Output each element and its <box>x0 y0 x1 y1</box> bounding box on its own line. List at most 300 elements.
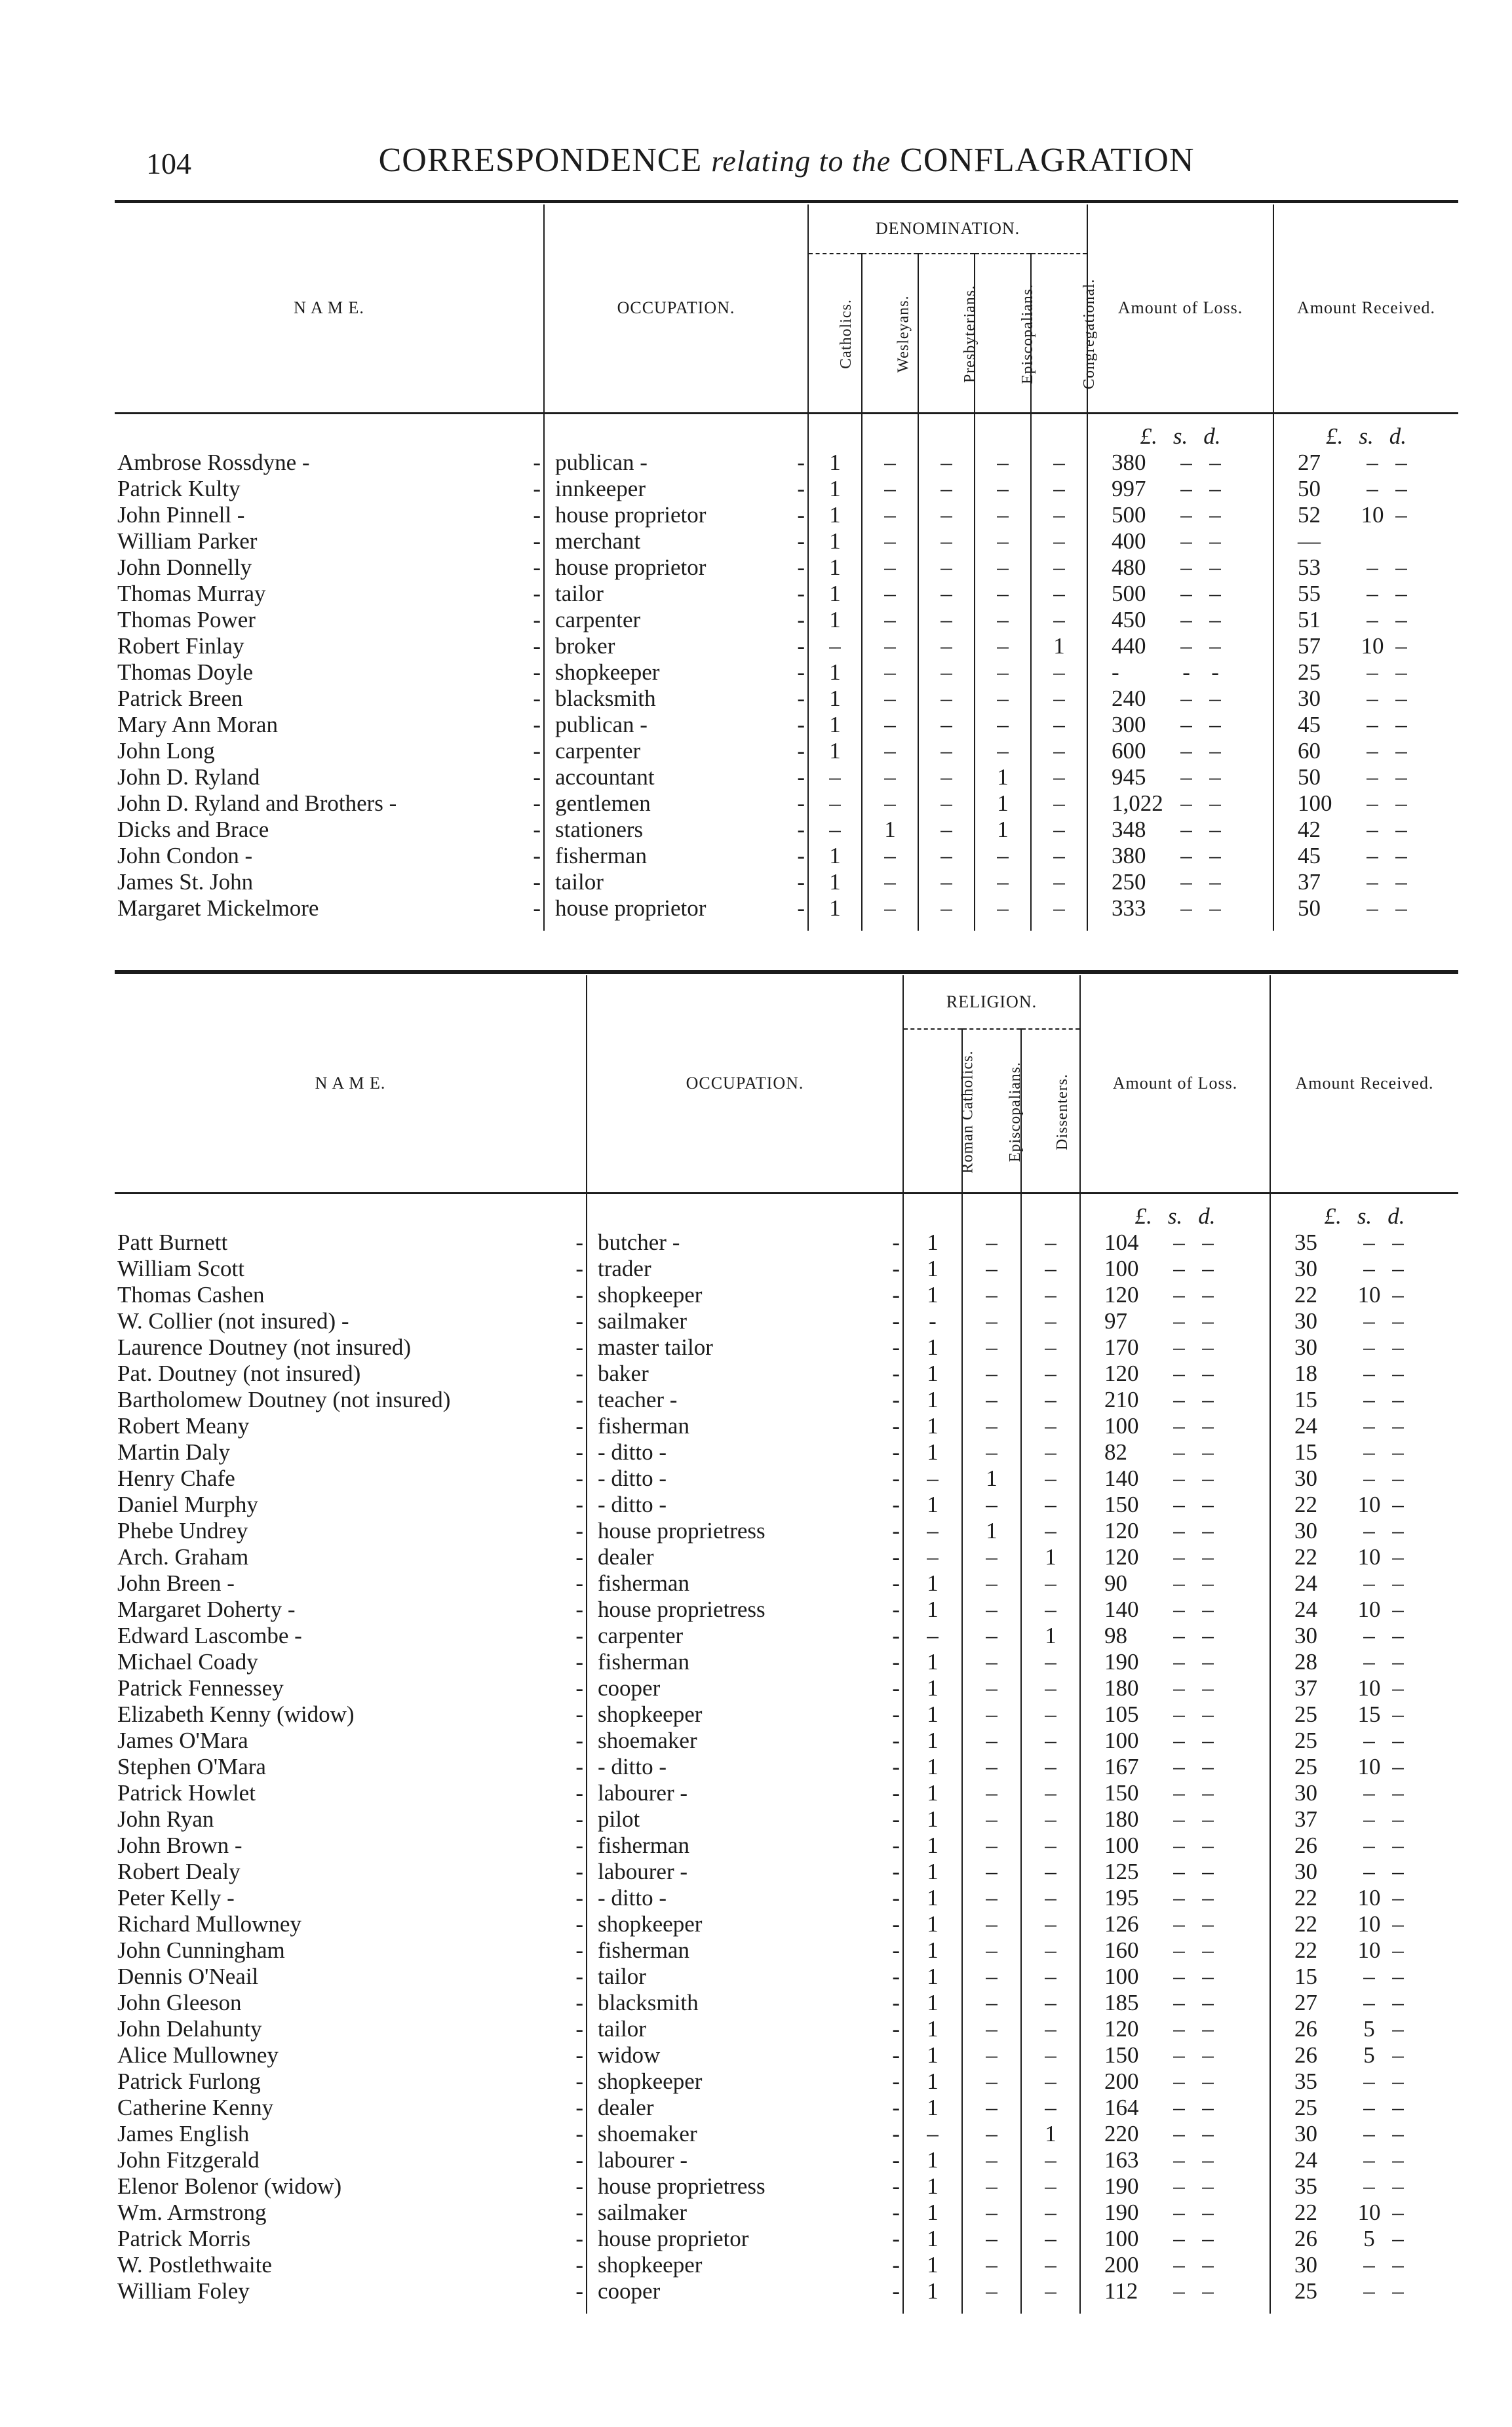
occupation: fisherman <box>598 1648 689 1675</box>
denomination-cell: – <box>862 502 918 528</box>
t1-subheader-label: Congregational. <box>1080 279 1098 390</box>
loss-part-1: – <box>1173 1570 1185 1596</box>
loss-part-0: 600 <box>1112 737 1146 764</box>
occupation-cell <box>587 1937 903 1964</box>
recv-part-0: 26 <box>1294 2015 1317 2042</box>
loss-part-0: 160 <box>1104 1937 1139 1963</box>
table-row <box>115 2278 1458 2304</box>
occupation-cell <box>544 659 808 686</box>
recv-part-2: – <box>1395 868 1407 895</box>
loss-cell <box>1087 554 1273 581</box>
denomination-cell: 1 <box>903 2252 962 2278</box>
name-cell <box>115 1649 587 1675</box>
name-cell <box>115 1230 587 1256</box>
denomination-cell: 1 <box>903 1256 962 1282</box>
denomination-cell: 1 <box>903 1361 962 1387</box>
t1-money-label-row <box>115 413 1458 450</box>
occupation-cell <box>587 1439 903 1466</box>
denomination-cell: – <box>975 581 1031 607</box>
occupation-cell <box>587 1990 903 2016</box>
denomination-cell: – <box>862 843 918 869</box>
occupation-cell <box>587 2068 903 2095</box>
recv-part-2: – <box>1395 659 1407 685</box>
table-row <box>115 450 1458 476</box>
name-cell <box>115 450 544 476</box>
occupation-cell <box>544 895 808 922</box>
denomination-cell: 1 <box>903 2068 962 2095</box>
table-row <box>115 1334 1458 1361</box>
t2-spacer <box>587 1193 903 1230</box>
table-row <box>115 1964 1458 1990</box>
recv-cell <box>1270 2095 1458 2121</box>
recv-cell <box>1270 1256 1458 1282</box>
denomination-cell: – <box>975 633 1031 659</box>
occupation: tailor <box>598 2015 646 2042</box>
name: Patt Burnett <box>117 1229 228 1255</box>
table-row <box>115 712 1458 738</box>
leader-dashes: - <box>797 501 805 528</box>
denomination-cell: – <box>1031 738 1087 764</box>
loss-part-2: – <box>1202 1308 1214 1334</box>
leader-dashes: - <box>575 1779 583 1806</box>
table-row <box>115 554 1458 581</box>
occupation-cell <box>587 2278 903 2304</box>
loss-part-2: – <box>1202 1963 1214 1989</box>
table-row <box>115 1701 1458 1728</box>
recv-part-1: – <box>1363 1517 1375 1544</box>
recv-part-0: 22 <box>1294 1911 1317 1937</box>
loss-part-2: – <box>1202 1911 1214 1937</box>
loss-part-0: 380 <box>1112 842 1146 868</box>
occupation-cell <box>544 686 808 712</box>
denomination-cell: – <box>962 1544 1021 1570</box>
denomination-cell: – <box>962 1334 1021 1361</box>
t1-spacer <box>115 413 544 450</box>
t1-end-spacer <box>115 922 1458 931</box>
name: Robert Finlay <box>117 632 244 659</box>
recv-cell <box>1270 1649 1458 1675</box>
leader-dashes: - <box>575 1386 583 1412</box>
t2-subheader-label: Roman Catholics. <box>959 1050 977 1174</box>
denomination-cell: 1 <box>962 1518 1021 1544</box>
spacer <box>903 2304 962 2314</box>
table-row <box>115 738 1458 764</box>
denomination-cell: – <box>918 843 975 869</box>
loss-part-1: – <box>1180 475 1192 501</box>
denomination-cell: – <box>1021 1859 1080 1885</box>
t2-recv-money-labels <box>1270 1193 1458 1230</box>
denomination-cell: 1 <box>808 895 862 922</box>
loss-cell <box>1087 817 1273 843</box>
table-row <box>115 686 1458 712</box>
recv-part-1: – <box>1363 2120 1375 2146</box>
occupation: - ditto - <box>598 1439 667 1465</box>
leader-dashes: - <box>533 632 541 659</box>
leader-dashes: - <box>575 2094 583 2120</box>
recv-part-2: – <box>1392 1491 1404 1517</box>
recv-part-0: 50 <box>1298 764 1321 790</box>
loss-cell <box>1087 790 1273 817</box>
recv-part-2: – <box>1392 1753 1404 1779</box>
table-row <box>115 869 1458 895</box>
t2-loss-money-labels <box>1080 1193 1270 1230</box>
loss-part-2: – <box>1202 1255 1214 1281</box>
recv-part-0: 15 <box>1294 1963 1317 1989</box>
leader-dashes: - <box>575 1622 583 1648</box>
leader-dashes: - <box>892 2146 900 2173</box>
occupation: shopkeeper <box>598 1911 703 1937</box>
t1-spacer <box>1031 413 1087 450</box>
leader-dashes: - <box>797 842 805 868</box>
recv-part-1: 10 <box>1357 1884 1381 1911</box>
denomination-cell: – <box>1031 554 1087 581</box>
leader-dashes: - <box>797 659 805 685</box>
name-cell <box>115 764 544 790</box>
loss-part-1: – <box>1180 842 1192 868</box>
recv-part-1: 10 <box>1357 1544 1381 1570</box>
denomination-cell: – <box>962 1492 1021 1518</box>
occupation-cell <box>544 528 808 554</box>
recv-cell <box>1270 1990 1458 2016</box>
loss-part-2: – <box>1209 475 1221 501</box>
denomination-cell: – <box>1021 1492 1080 1518</box>
denomination-cell: 1 <box>903 1911 962 1937</box>
loss-part-0: 125 <box>1104 1858 1139 1884</box>
loss-part-0: 185 <box>1104 1989 1139 2015</box>
section-rule <box>115 970 1458 974</box>
denomination-cell: – <box>1031 450 1087 476</box>
leader-dashes: - <box>892 2042 900 2068</box>
denomination-cell: – <box>1021 2016 1080 2042</box>
denomination-cell: – <box>918 817 975 843</box>
leader-dashes: - <box>575 1911 583 1937</box>
leader-dashes: - <box>575 2120 583 2146</box>
loss-part-2: – <box>1209 737 1221 764</box>
table-row <box>115 843 1458 869</box>
leader-dashes: - <box>797 528 805 554</box>
denomination-cell: 1 <box>903 1439 962 1466</box>
recv-part-2: – <box>1392 2251 1404 2278</box>
loss-part-1: – <box>1180 632 1192 659</box>
recv-part-1: 10 <box>1357 1937 1381 1963</box>
leader-dashes: - <box>892 1386 900 1412</box>
loss-part-1: – <box>1180 816 1192 842</box>
name: Elenor Bolenor (widow) <box>117 2173 342 2199</box>
leader-dashes: - <box>533 449 541 475</box>
name-cell <box>115 1597 587 1623</box>
recv-part-0: 30 <box>1294 1334 1317 1360</box>
table-row <box>115 1885 1458 1911</box>
name: Thomas Doyle <box>117 659 254 685</box>
denomination-cell: – <box>1021 2252 1080 2278</box>
loss-part-1: – <box>1173 1308 1185 1334</box>
spacer <box>115 922 544 931</box>
occupation-cell <box>544 607 808 633</box>
loss-cell <box>1087 843 1273 869</box>
recv-part-0: 45 <box>1298 711 1321 737</box>
table-row <box>115 1544 1458 1570</box>
table-row <box>115 502 1458 528</box>
denomination-cell: – <box>862 686 918 712</box>
recv-part-2: – <box>1392 1360 1404 1386</box>
denomination-cell: – <box>903 2121 962 2147</box>
loss-part-0: 163 <box>1104 2146 1139 2173</box>
loss-part-0: 100 <box>1104 1832 1139 1858</box>
leader-dashes: - <box>533 501 541 528</box>
t2-spacer <box>1021 1193 1080 1230</box>
occupation: publican - <box>555 449 648 475</box>
loss-part-0: 150 <box>1104 1779 1139 1806</box>
denomination-cell: – <box>1021 1230 1080 1256</box>
recv-part-0: 25 <box>1294 2094 1317 2120</box>
loss-part-0: 112 <box>1104 2278 1138 2304</box>
loss-cell <box>1087 476 1273 502</box>
denomination-cell: – <box>862 476 918 502</box>
denomination-cell: – <box>1021 1308 1080 1334</box>
name: Elizabeth Kenny (widow) <box>117 1701 355 1727</box>
name-cell <box>115 1492 587 1518</box>
table-row <box>115 1649 1458 1675</box>
name-cell <box>115 659 544 686</box>
leader-dashes: - <box>892 1465 900 1491</box>
money-label-pence: d. <box>1198 1203 1216 1229</box>
occupation: accountant <box>555 764 655 790</box>
recv-part-1: – <box>1367 790 1378 816</box>
loss-cell <box>1080 1597 1270 1623</box>
loss-cell <box>1080 1937 1270 1964</box>
denomination-cell: – <box>918 581 975 607</box>
name: Patrick Kulty <box>117 475 241 501</box>
denomination-cell: – <box>1031 476 1087 502</box>
recv-part-1: 10 <box>1357 1491 1381 1517</box>
loss-part-0: 195 <box>1104 1884 1139 1911</box>
recv-part-2: – <box>1392 1255 1404 1281</box>
name: John Fitzgerald <box>117 2146 260 2173</box>
occupation: innkeeper <box>555 475 646 501</box>
name: Pat. Doutney (not insured) <box>117 1360 361 1386</box>
denomination-cell: – <box>1021 2226 1080 2252</box>
denomination-cell: – <box>1031 895 1087 922</box>
loss-part-0: 210 <box>1104 1386 1139 1412</box>
name: John D. Ryland <box>117 764 260 790</box>
loss-part-1: – <box>1173 1596 1185 1622</box>
occupation: sailmaker <box>598 2199 688 2225</box>
loss-part-0: 380 <box>1112 449 1146 475</box>
recv-cell <box>1270 2278 1458 2304</box>
name-cell <box>115 2042 587 2068</box>
loss-part-1: – <box>1180 501 1192 528</box>
leader-dashes: - <box>575 2173 583 2199</box>
recv-part-0: 30 <box>1298 685 1321 711</box>
name: Thomas Cashen <box>117 1281 265 1308</box>
leader-dashes: - <box>533 685 541 711</box>
name-cell <box>115 1911 587 1937</box>
loss-part-2: – <box>1202 1701 1214 1727</box>
loss-cell <box>1087 502 1273 528</box>
loss-part-2: – <box>1209 606 1221 632</box>
recv-part-1: – <box>1363 1412 1375 1439</box>
recv-part-0: 27 <box>1298 449 1321 475</box>
recv-cell <box>1270 1937 1458 1964</box>
recv-part-2: – <box>1392 1648 1404 1675</box>
loss-part-2: – <box>1202 2278 1214 2304</box>
denomination-cell: – <box>975 738 1031 764</box>
loss-part-1: – <box>1180 554 1192 580</box>
leader-dashes: - <box>797 685 805 711</box>
leader-dashes: - <box>575 1701 583 1727</box>
recv-cell <box>1273 817 1458 843</box>
page-header <box>115 141 1458 193</box>
recv-part-2: – <box>1392 2068 1404 2094</box>
leader-dashes: - <box>797 895 805 921</box>
leader-dashes: - <box>575 1648 583 1675</box>
loss-cell <box>1080 2252 1270 2278</box>
recv-part-0: 28 <box>1294 1648 1317 1675</box>
occupation: house proprietress <box>598 2173 766 2199</box>
denomination-cell: – <box>918 764 975 790</box>
denomination-cell: – <box>1021 1439 1080 1466</box>
occupation-cell <box>587 1492 903 1518</box>
occupation-cell <box>587 1859 903 1885</box>
loss-cell <box>1080 1833 1270 1859</box>
occupation-cell <box>544 817 808 843</box>
name-cell <box>115 1466 587 1492</box>
leader-dashes: - <box>575 1858 583 1884</box>
denomination-cell: 1 <box>903 1334 962 1361</box>
leader-dashes: - <box>575 1570 583 1596</box>
denomination-cell: – <box>962 1623 1021 1649</box>
denomination-cell: – <box>918 476 975 502</box>
leader-dashes: - <box>892 1937 900 1963</box>
denomination-cell: 1 <box>903 2147 962 2173</box>
name: William Scott <box>117 1255 244 1281</box>
occupation-cell <box>587 1334 903 1361</box>
denomination-cell: – <box>862 738 918 764</box>
recv-part-1: – <box>1363 1308 1375 1334</box>
leader-dashes: - <box>892 1675 900 1701</box>
occupation: house proprietor <box>555 501 707 528</box>
leader-dashes: - <box>575 1753 583 1779</box>
denomination-cell: – <box>918 686 975 712</box>
denomination-cell: 1 <box>862 817 918 843</box>
loss-part-1: – <box>1173 1255 1185 1281</box>
loss-part-2: – <box>1209 528 1221 554</box>
loss-cell <box>1080 1675 1270 1701</box>
recv-part-2: – <box>1392 1386 1404 1412</box>
spacer <box>1273 922 1458 931</box>
denomination-cell: – <box>962 1439 1021 1466</box>
loss-part-0: 100 <box>1104 1255 1139 1281</box>
recv-cell <box>1273 895 1458 922</box>
loss-cell <box>1087 659 1273 686</box>
leader-dashes: - <box>892 1517 900 1544</box>
loss-cell <box>1087 712 1273 738</box>
occupation: fisherman <box>598 1832 689 1858</box>
occupation-cell <box>587 2252 903 2278</box>
occupation: butcher - <box>598 1229 680 1255</box>
occupation: house proprietress <box>598 1517 766 1544</box>
loss-part-0: 120 <box>1104 1544 1139 1570</box>
name: Bartholomew Doutney (not insured) <box>117 1386 451 1412</box>
recv-part-2: – <box>1392 2120 1404 2146</box>
recv-part-1: 10 <box>1357 1596 1381 1622</box>
recv-part-0: 26 <box>1294 1832 1317 1858</box>
loss-cell <box>1080 2226 1270 2252</box>
recv-cell <box>1270 1230 1458 1256</box>
denomination-cell: – <box>862 528 918 554</box>
denomination-cell: – <box>962 2173 1021 2200</box>
recv-cell <box>1270 1833 1458 1859</box>
denomination-cell: – <box>918 790 975 817</box>
leader-dashes: - <box>797 554 805 580</box>
recv-part-1: – <box>1363 2251 1375 2278</box>
recv-cell <box>1270 2121 1458 2147</box>
recv-part-0: 30 <box>1294 1308 1317 1334</box>
recv-cell <box>1270 2252 1458 2278</box>
recv-part-2: – <box>1392 1727 1404 1753</box>
leader-dashes: - <box>892 1439 900 1465</box>
table-row <box>115 1937 1458 1964</box>
recv-cell <box>1270 1780 1458 1806</box>
recv-part-0: 35 <box>1294 2068 1317 2094</box>
table-row <box>115 1728 1458 1754</box>
recv-part-0: 35 <box>1294 2173 1317 2199</box>
recv-cell <box>1273 869 1458 895</box>
leader-dashes: - <box>892 1255 900 1281</box>
name: John Cunningham <box>117 1937 285 1963</box>
occupation: blacksmith <box>598 1989 699 2015</box>
denomination-cell: – <box>962 1413 1021 1439</box>
leader-dashes: - <box>797 816 805 842</box>
t2-name-header: N A M E. <box>315 1074 386 1093</box>
denomination-cell: 1 <box>808 450 862 476</box>
loss-part-1: – <box>1173 1334 1185 1360</box>
spacer <box>115 2304 587 2314</box>
loss-part-0: 97 <box>1104 1308 1127 1334</box>
recv-cell <box>1273 764 1458 790</box>
t1-subheader-1 <box>862 254 918 413</box>
recv-part-1: – <box>1363 1439 1375 1465</box>
denomination-cell: – <box>903 1544 962 1570</box>
name-cell <box>115 2121 587 2147</box>
loss-cell <box>1080 1885 1270 1911</box>
recv-part-0: 30 <box>1294 1465 1317 1491</box>
loss-part-0: 150 <box>1104 2042 1139 2068</box>
recv-part-1: 10 <box>1357 1281 1381 1308</box>
denomination-cell: 1 <box>903 1964 962 1990</box>
denomination-cell: – <box>962 1885 1021 1911</box>
denomination-cell: 1 <box>903 1937 962 1964</box>
loss-part-2: – <box>1202 1334 1214 1360</box>
recv-cell <box>1270 1413 1458 1439</box>
occupation-cell <box>544 554 808 581</box>
loss-part-1: – <box>1173 1753 1185 1779</box>
leader-dashes: - <box>575 1360 583 1386</box>
recv-part-2: – <box>1392 1701 1404 1727</box>
occupation-cell <box>544 790 808 817</box>
leader-dashes: - <box>575 1989 583 2015</box>
recv-part-0: 30 <box>1294 1779 1317 1806</box>
denomination-cell: – <box>1031 659 1087 686</box>
occupation-cell <box>587 2173 903 2200</box>
denomination-cell: – <box>1031 817 1087 843</box>
occupation: cooper <box>598 2278 661 2304</box>
loss-part-2: – <box>1202 1544 1214 1570</box>
denomination-cell: 1 <box>975 790 1031 817</box>
leader-dashes: - <box>575 1412 583 1439</box>
recv-cell <box>1273 476 1458 502</box>
loss-cell <box>1087 738 1273 764</box>
